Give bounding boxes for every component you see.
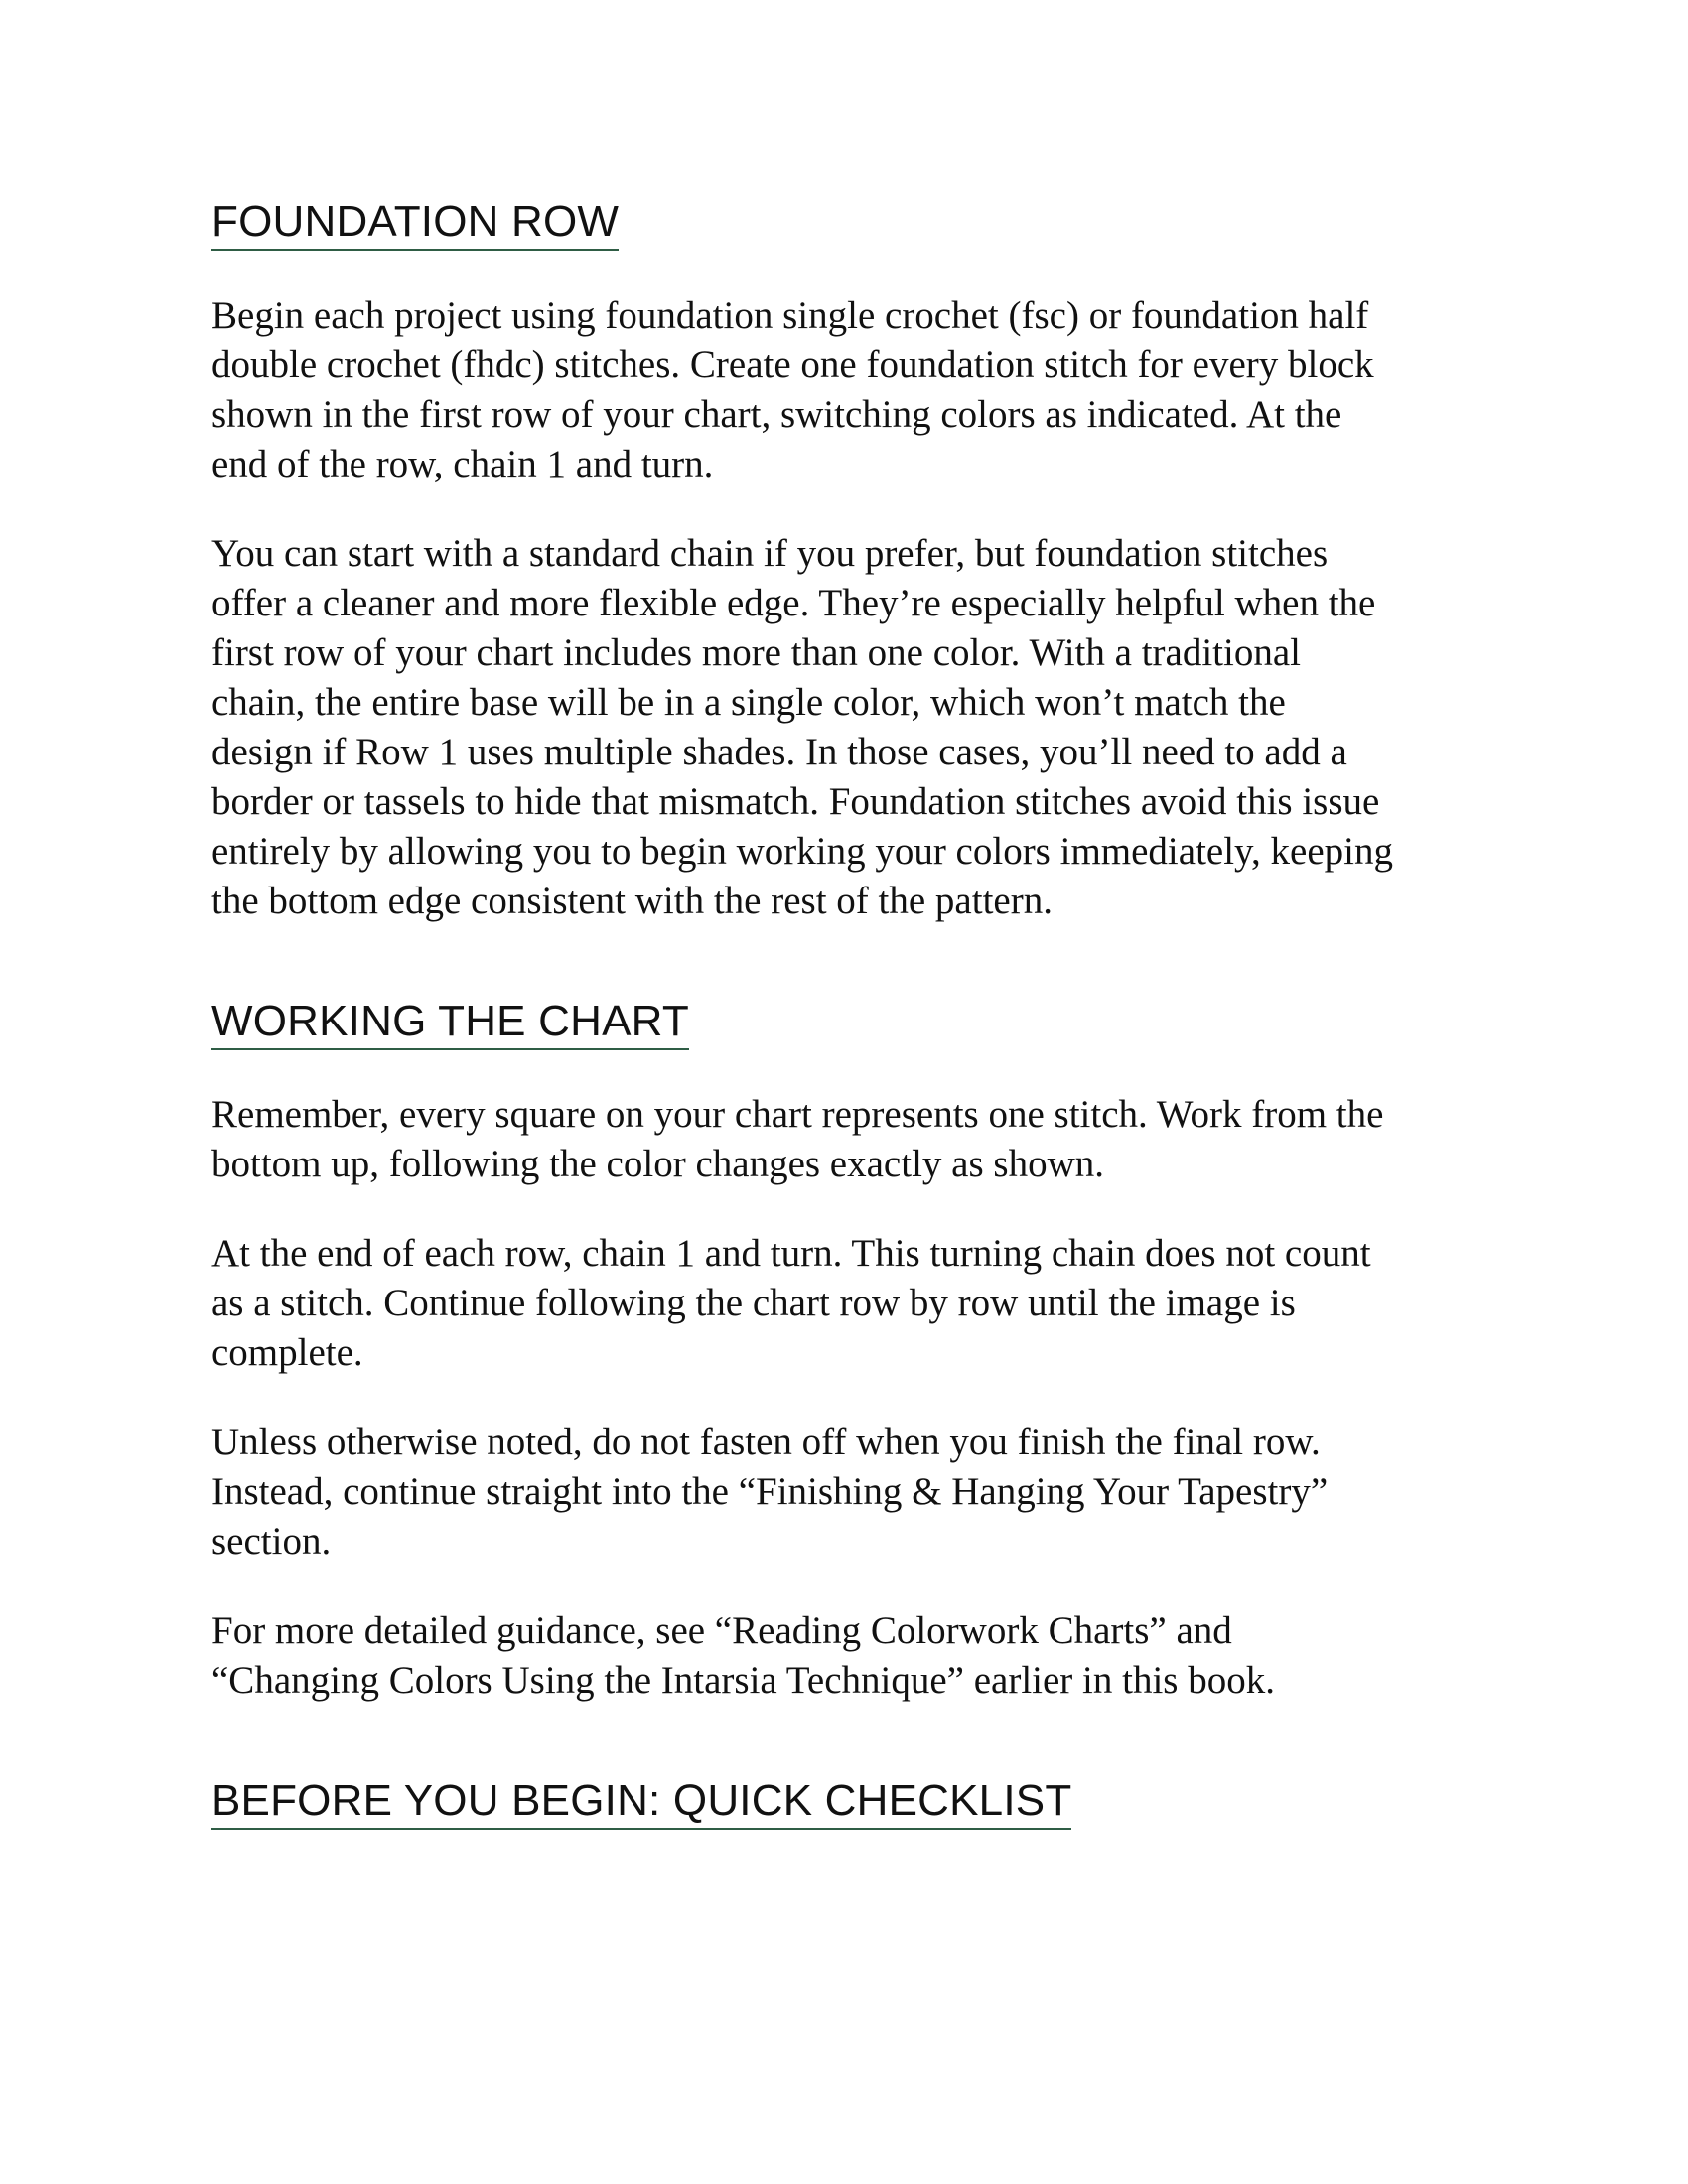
text-line: shown in the first row of your chart, switching colors as indicated. At the bbox=[211, 393, 1342, 436]
text-line: bottom up, following the color changes exactly as shown. bbox=[211, 1143, 1104, 1185]
heading-quick-checklist: BEFORE YOU BEGIN: QUICK CHECKLIST bbox=[211, 1775, 1071, 1830]
text-line: At the end of each row, chain 1 and turn. This turning chain does not count bbox=[211, 1232, 1371, 1275]
heading-foundation-row: FOUNDATION ROW bbox=[211, 197, 619, 251]
text-line: “Changing Colors Using the Intarsia Technique” earlier in this book. bbox=[211, 1659, 1275, 1702]
text-line: design if Row 1 uses multiple shades. In those cases, you’ll need to add a bbox=[211, 731, 1347, 773]
text-line: Unless otherwise noted, do not fasten off when you finish the final row. bbox=[211, 1421, 1321, 1463]
paragraph-foundation-details bbox=[211, 529, 1502, 926]
text-line: double crochet (fhdc) stitches. Create one foundation stitch for every block bbox=[211, 343, 1374, 386]
paragraph-working-intro bbox=[211, 1090, 1502, 1189]
paragraph-turning-chain bbox=[211, 1229, 1502, 1378]
text-line: You can start with a standard chain if you prefer, but foundation stitches bbox=[211, 532, 1329, 575]
text-line: chain, the entire base will be in a single color, which won’t match the bbox=[211, 681, 1286, 724]
text-line: Begin each project using foundation single crochet (fsc) or foundation half bbox=[211, 294, 1369, 337]
text-line: as a stitch. Continue following the chart row by row until the image is bbox=[211, 1282, 1296, 1324]
paragraph-foundation-intro bbox=[211, 291, 1502, 489]
text-line: Remember, every square on your chart represents one stitch. Work from the bbox=[211, 1093, 1384, 1136]
text-line: Instead, continue straight into the “Finishing & Hanging Your Tapestry” bbox=[211, 1470, 1329, 1513]
text-line: end of the row, chain 1 and turn. bbox=[211, 443, 714, 485]
document-page bbox=[211, 197, 1502, 1830]
text-line: first row of your chart includes more than one color. With a traditional bbox=[211, 631, 1301, 674]
paragraph-more-guidance bbox=[211, 1606, 1502, 1706]
text-line: section. bbox=[211, 1520, 332, 1563]
text-line: offer a cleaner and more flexible edge. They’re especially helpful when the bbox=[211, 582, 1376, 624]
text-line: complete. bbox=[211, 1331, 363, 1374]
text-line: entirely by allowing you to begin working your colors immediately, keeping bbox=[211, 830, 1393, 873]
text-line: border or tassels to hide that mismatch. Foundation stitches avoid this issue bbox=[211, 780, 1380, 823]
paragraph-fasten-off bbox=[211, 1418, 1502, 1567]
heading-working-the-chart: WORKING THE CHART bbox=[211, 996, 689, 1050]
text-line: the bottom edge consistent with the rest of the pattern. bbox=[211, 880, 1053, 922]
text-line: For more detailed guidance, see “Reading Colorwork Charts” and bbox=[211, 1609, 1232, 1652]
